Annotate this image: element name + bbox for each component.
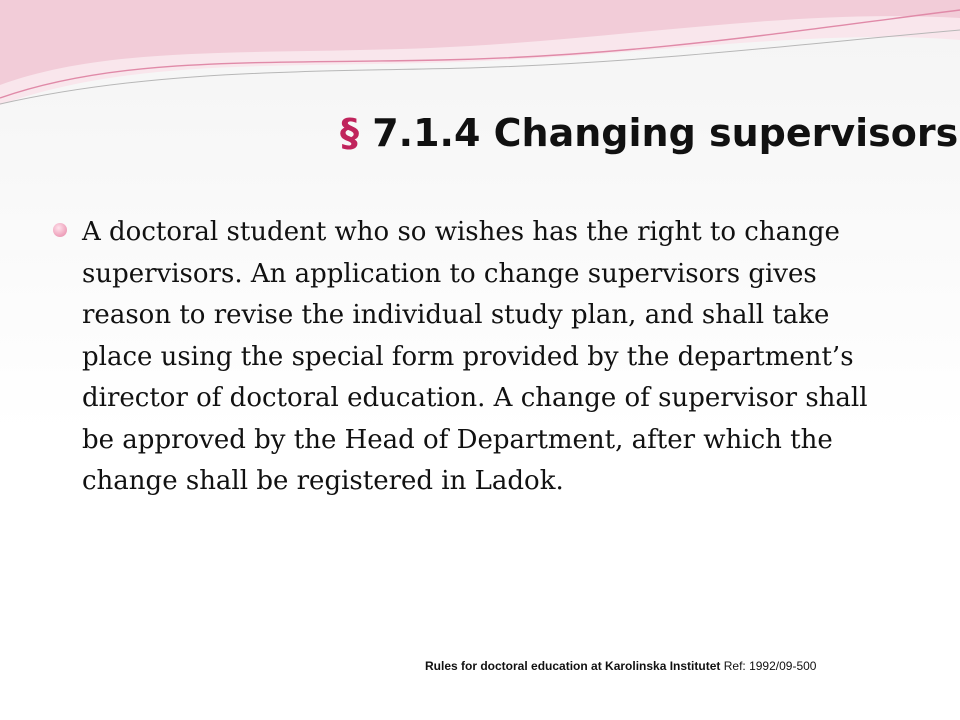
- decorative-wave-header: [0, 0, 960, 110]
- bullet-dot-icon: [53, 223, 67, 237]
- footer-citation: [425, 658, 945, 674]
- footer-reference: Ref: 1992/09-500: [723, 659, 817, 673]
- footer-source: Rules for doctoral education at Karolinska Institutet: [425, 659, 721, 673]
- bullet-list: [56, 212, 906, 503]
- bullet-item: [56, 212, 906, 503]
- slide-title: [340, 108, 959, 158]
- bullet-text: A doctoral student who so wishes has the right to change supervisors. An application to change supervisors gives reason to revise the individual study plan, and shall take place using the special form provided by the department’s director of doctoral education. A change of supervisor shall be approved by the Head of Department, after which the change shall be registered in Ladok.: [82, 217, 868, 496]
- slide-title-text: 7.1.4 Changing supervisors: [372, 111, 959, 155]
- section-symbol: §: [340, 111, 359, 155]
